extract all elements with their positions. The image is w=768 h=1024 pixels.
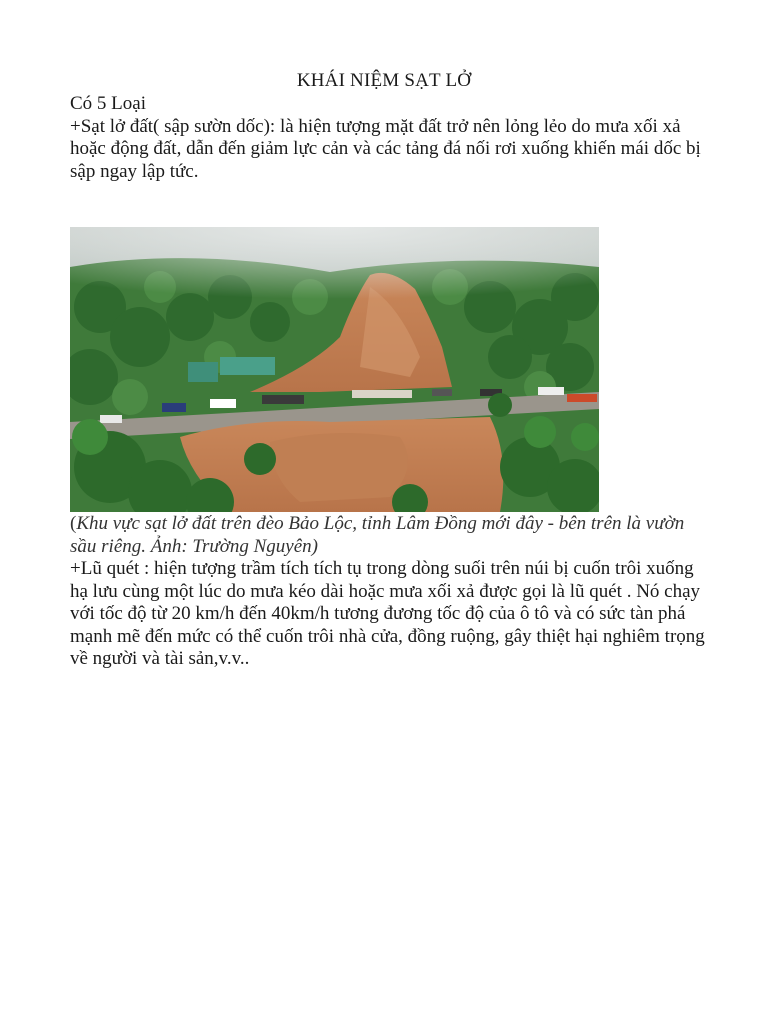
landslide-paragraph: +Sạt lở đất( sập sườn dốc): là hiện tượng mặt đất trở nên lỏng lẻo do mưa xối xả hoặc động đất, dẫn đến giảm lực cản và các tảng đá nối rơi xuống khiến mái dốc bị sập ngay lập tức.: [70, 115, 701, 182]
landslide-photo: [70, 227, 599, 512]
page-title: KHÁI NIỆM SẠT LỞ: [296, 70, 472, 91]
caption-open-paren: (: [70, 513, 77, 534]
intro-line: Có 5 Loại: [70, 93, 146, 114]
photo-caption: [70, 513, 710, 558]
flash-flood-paragraph: +Lũ quét : hiện tượng trầm tích tích tụ trong dòng suối trên núi bị cuốn trôi xuống hạ lưu cùng một lúc do mưa kéo dài hoặc mưa xối xả được gọi là lũ quét . Nó chạy với tốc độ từ 20 km/h đến 40km/h tương đương tốc độ của ô tô và có sức tàn phá mạnh mẽ đến mức có thể cuốn trôi nhà cửa, đồng ruộng, gây thiệt hại nghiêm trọng về người và tài sản,v.v..: [70, 558, 705, 669]
intro-block: [70, 93, 710, 183]
caption-text: Khu vực sạt lở đất trên đèo Bảo Lộc, tỉnh Lâm Đồng mới đây - bên trên là vườn sầu riêng. Ảnh: Trường Nguyên): [70, 513, 685, 557]
